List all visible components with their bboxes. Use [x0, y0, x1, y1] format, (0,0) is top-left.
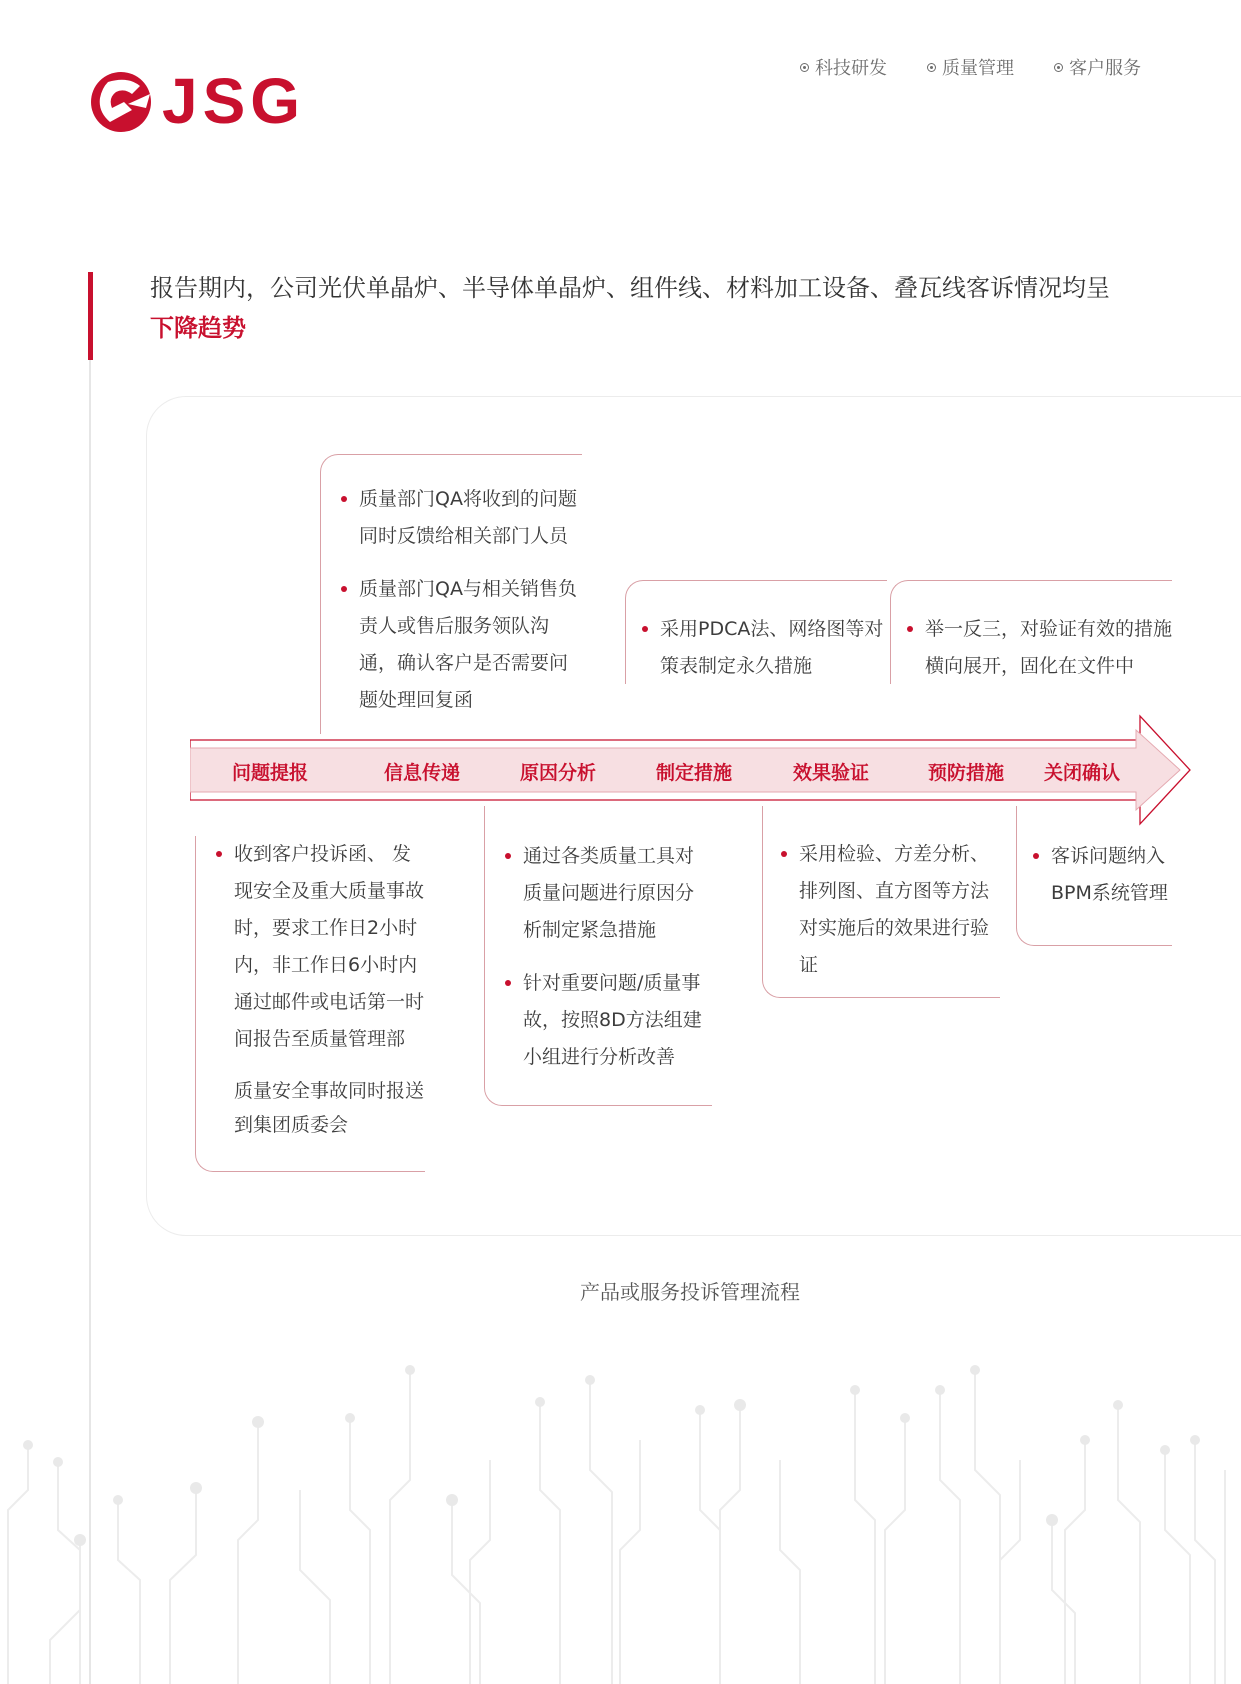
intro-text: 报告期内，公司光伏单晶炉、半导体单晶炉、组件线、材料加工设备、叠瓦线客诉情况均呈	[150, 274, 1110, 302]
list-item: 客诉问题纳入BPM系统管理	[1031, 838, 1172, 912]
nav-label: 客户服务	[1069, 58, 1141, 79]
verification-box	[762, 806, 1000, 998]
stage-cause-analysis: 原因分析	[520, 762, 597, 784]
info-transfer-box	[320, 454, 582, 734]
stage-info-transfer: 信息传递	[384, 762, 461, 784]
circuit-decoration	[0, 1310, 1241, 1684]
list-item: 质量部门QA与相关销售负责人或售后服务领队沟通，确认客户是否需要问题处理回复函	[339, 571, 582, 719]
bullet-circle-icon	[800, 63, 809, 72]
logo-wordmark: JSG	[162, 65, 306, 137]
closing-box	[1016, 806, 1172, 946]
stage-verification: 效果验证	[793, 762, 870, 784]
intro-paragraph	[150, 268, 1160, 348]
list-item: 收到客户投诉函、 发现安全及重大质量事故时，要求工作日2小时内，非工作日6小时内通过邮件或电话第一时间报告至质量管理部	[214, 836, 425, 1058]
figure-caption: 产品或服务投诉管理流程	[580, 1280, 800, 1304]
list-item: 采用检验、方差分析、排列图、直方图等方法对实施后的效果进行验证	[779, 836, 1000, 984]
stage-report: 问题提报	[232, 762, 309, 784]
jsg-logo	[88, 65, 306, 137]
analysis-box	[484, 806, 712, 1106]
prevention-box	[890, 580, 1172, 684]
side-rail-accent	[88, 272, 93, 360]
list-item: 采用PDCA法、网络图等对策表制定永久措施	[640, 611, 887, 685]
nav-item-quality[interactable]	[927, 54, 1014, 80]
intro-highlight: 下降趋势	[150, 314, 246, 342]
report-box	[195, 836, 425, 1172]
bullet-circle-icon	[1054, 63, 1063, 72]
stage-prevention: 预防措施	[928, 762, 1005, 784]
top-nav	[800, 54, 1141, 80]
list-item: 举一反三，对验证有效的措施横向展开，固化在文件中	[905, 611, 1172, 685]
nav-item-rnd[interactable]	[800, 54, 887, 80]
measures-box	[625, 580, 887, 684]
list-item: 质量安全事故同时报送到集团质委会	[234, 1080, 425, 1136]
bullet-circle-icon	[927, 63, 936, 72]
logo-mark-icon	[88, 68, 158, 134]
nav-item-service[interactable]	[1054, 54, 1141, 80]
nav-label: 科技研发	[815, 58, 887, 79]
nav-label: 质量管理	[942, 58, 1014, 79]
list-item: 通过各类质量工具对质量问题进行原因分析制定紧急措施	[503, 838, 712, 949]
stage-measures: 制定措施	[656, 762, 733, 784]
list-item: 质量部门QA将收到的问题同时反馈给相关部门人员	[339, 481, 582, 555]
stage-closing: 关闭确认	[1044, 762, 1121, 784]
list-item: 针对重要问题/质量事故，按照8D方法组建小组进行分析改善	[503, 965, 712, 1076]
